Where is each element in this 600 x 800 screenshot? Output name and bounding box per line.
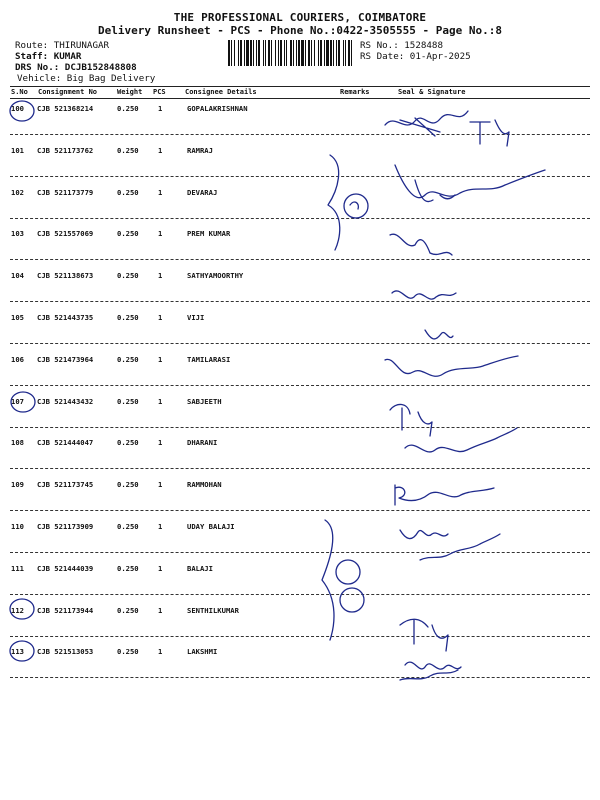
row-pcs: 1 bbox=[158, 647, 163, 657]
row-pcs: 1 bbox=[158, 605, 163, 615]
row-sno: 105 bbox=[11, 313, 24, 322]
rs-date: RS Date: 01-Apr-2025 bbox=[360, 51, 471, 62]
drs-number: DRS No.: DCJB152848808 bbox=[15, 62, 137, 73]
row-pcs: 1 bbox=[158, 104, 163, 113]
col-sno: S.No bbox=[11, 88, 28, 96]
company-title: THE PROFESSIONAL COURIERS, COIMBATORE bbox=[173, 11, 427, 24]
row-sno: 104 bbox=[11, 271, 24, 281]
circle-mark bbox=[10, 599, 34, 619]
row-sno: 102 bbox=[11, 187, 24, 197]
row-consignment: CJB 521173909 bbox=[37, 522, 94, 531]
row-sno: 109 bbox=[11, 480, 24, 490]
row-consignment: CJB 521173779 bbox=[37, 187, 94, 197]
signature bbox=[395, 485, 494, 505]
row-weight: 0.250 bbox=[117, 229, 139, 239]
row-weight: 0.250 bbox=[117, 104, 139, 113]
col-pcs: PCS bbox=[153, 88, 166, 96]
circle-mark bbox=[350, 202, 358, 209]
row-sno: 100 bbox=[11, 104, 24, 113]
row-sno: 111 bbox=[11, 563, 24, 573]
row-sno: 103 bbox=[11, 229, 24, 239]
signature bbox=[425, 330, 453, 339]
col-weight: Weight bbox=[117, 88, 143, 96]
signature bbox=[405, 428, 517, 452]
row-weight: 0.250 bbox=[117, 354, 139, 364]
row-weight: 0.250 bbox=[117, 396, 139, 406]
signature bbox=[400, 662, 461, 680]
signature bbox=[400, 530, 500, 560]
row-sno: 107 bbox=[11, 396, 24, 406]
row-consignment: CJB 521173762 bbox=[37, 145, 94, 155]
row-consignment: CJB 521173944 bbox=[37, 605, 94, 615]
row-consignee: DHARANI bbox=[187, 438, 218, 448]
row-consignment: CJB 521557069 bbox=[37, 229, 94, 239]
row-consignee: PREM KUMAR bbox=[187, 229, 231, 239]
row-sno: 101 bbox=[11, 145, 24, 155]
vehicle-text: Vehicle: Big Bag Delivery bbox=[17, 73, 156, 84]
row-pcs: 1 bbox=[158, 145, 163, 155]
row-pcs: 1 bbox=[158, 522, 163, 531]
row-consignee: TAMILARASI bbox=[187, 354, 231, 364]
row-sno: 106 bbox=[11, 354, 24, 364]
row-consignee: GOPALAKRISHNAN bbox=[187, 104, 248, 113]
remarks-bracket bbox=[322, 520, 334, 640]
row-weight: 0.250 bbox=[117, 187, 139, 197]
row-weight: 0.250 bbox=[117, 145, 139, 155]
row-consignment: CJB 521443432 bbox=[37, 396, 94, 406]
row-consignee: SATHYAMOORTHY bbox=[187, 271, 244, 281]
col-seal: Seal & Signature bbox=[398, 88, 466, 96]
circle-mark bbox=[10, 101, 34, 121]
signature bbox=[390, 404, 432, 436]
staff-text: Staff: KUMAR bbox=[15, 51, 82, 62]
row-weight: 0.250 bbox=[117, 438, 139, 448]
col-remarks: Remarks bbox=[340, 88, 370, 96]
row-weight: 0.250 bbox=[117, 563, 139, 573]
row-consignee: VIJI bbox=[187, 313, 205, 322]
row-consignee: LAKSHMI bbox=[187, 647, 218, 657]
circle-mark bbox=[344, 194, 368, 218]
row-sno: 113 bbox=[11, 647, 24, 657]
row-consignment: CJB 521173745 bbox=[37, 480, 94, 490]
row-sno: 110 bbox=[11, 522, 24, 531]
row-consignee: BALAJI bbox=[187, 563, 213, 573]
circle-mark bbox=[340, 588, 364, 612]
signature bbox=[390, 234, 452, 255]
row-pcs: 1 bbox=[158, 396, 163, 406]
signature bbox=[385, 356, 518, 376]
row-weight: 0.250 bbox=[117, 271, 139, 281]
row-consignment: CJB 521138673 bbox=[37, 271, 94, 281]
signature bbox=[470, 120, 509, 146]
row-pcs: 1 bbox=[158, 313, 163, 322]
rs-number: RS No.: 1528488 bbox=[360, 40, 443, 51]
row-consignment: CJB 521473964 bbox=[37, 354, 94, 364]
col-consignee: Consignee Details bbox=[185, 88, 257, 96]
row-consignee: RAMMOHAN bbox=[187, 480, 222, 490]
row-consignment: CJB 521513053 bbox=[37, 647, 94, 657]
row-consignment: CJB 521368214 bbox=[37, 104, 94, 113]
row-consignee: SABJEETH bbox=[187, 396, 222, 406]
row-pcs: 1 bbox=[158, 480, 163, 490]
runsheet-subtitle: Delivery Runsheet - PCS - Phone No.:0422-3505555 - Page No.:8 bbox=[98, 24, 502, 37]
row-consignment: CJB 521443735 bbox=[37, 313, 94, 322]
row-weight: 0.250 bbox=[117, 522, 139, 531]
signature bbox=[385, 111, 468, 136]
row-consignee: SENTHILKUMAR bbox=[187, 605, 239, 615]
row-consignee: RAMRAJ bbox=[187, 145, 213, 155]
row-weight: 0.250 bbox=[117, 605, 139, 615]
circle-mark bbox=[10, 641, 34, 661]
col-consignment: Consignment No bbox=[38, 88, 98, 96]
row-pcs: 1 bbox=[158, 271, 163, 281]
row-pcs: 1 bbox=[158, 438, 163, 448]
row-weight: 0.250 bbox=[117, 313, 139, 322]
row-pcs: 1 bbox=[158, 229, 163, 239]
row-consignee: UDAY BALAJI bbox=[187, 522, 235, 531]
signature bbox=[415, 180, 455, 202]
row-consignment: CJB 521444047 bbox=[37, 438, 94, 448]
row-sno: 108 bbox=[11, 438, 24, 448]
row-pcs: 1 bbox=[158, 563, 163, 573]
row-pcs: 1 bbox=[158, 187, 163, 197]
circle-mark bbox=[11, 392, 35, 412]
signature bbox=[392, 291, 456, 299]
signature bbox=[395, 165, 545, 198]
row-consignment: CJB 521444039 bbox=[37, 563, 94, 573]
row-weight: 0.250 bbox=[117, 647, 139, 657]
row-consignee: DEVARAJ bbox=[187, 187, 218, 197]
route-text: Route: THIRUNAGAR bbox=[15, 40, 110, 51]
row-pcs: 1 bbox=[158, 354, 163, 364]
signature bbox=[400, 619, 448, 651]
row-weight: 0.250 bbox=[117, 480, 139, 490]
circle-mark bbox=[336, 560, 360, 584]
row-sno: 112 bbox=[11, 605, 24, 615]
remarks-bracket bbox=[328, 155, 340, 250]
